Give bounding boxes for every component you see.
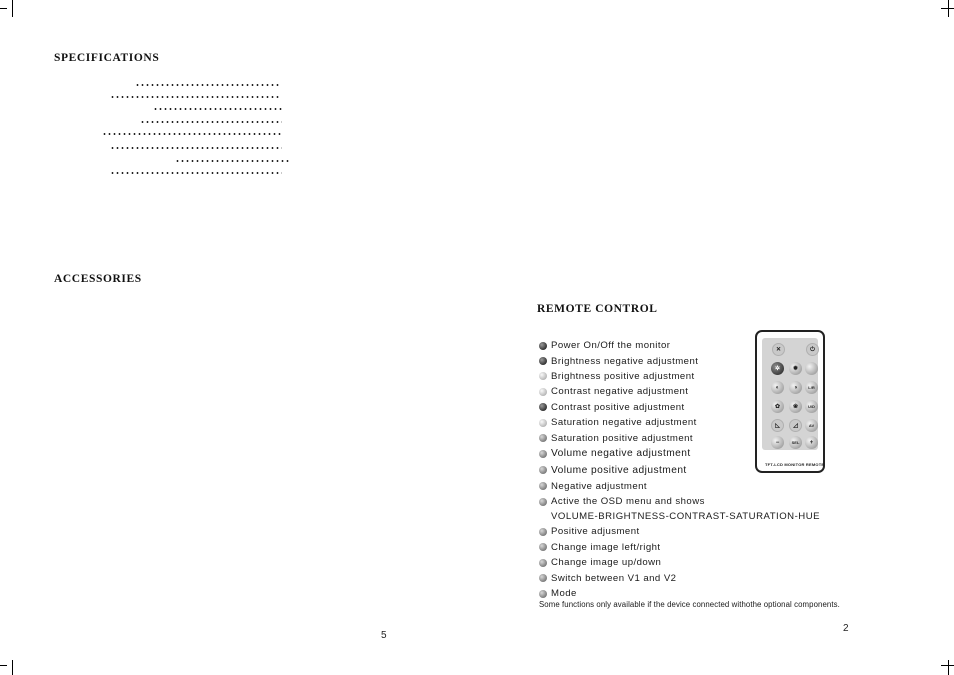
function-label: Active the OSD menu and shows [551, 496, 705, 508]
spec-leader-dots [175, 160, 290, 162]
function-label: Power On/Off the monitor [551, 340, 671, 352]
function-label: Brightness positive adjustment [551, 370, 695, 382]
page-number-right: 2 [843, 623, 849, 634]
list-item [539, 479, 749, 494]
saturation-up-icon [539, 434, 547, 442]
list-item [539, 586, 749, 601]
plus-icon [539, 528, 547, 536]
ud-icon [539, 559, 547, 567]
brightness-up-icon [539, 372, 547, 380]
list-item [539, 446, 749, 462]
function-label: Negative adjustment [551, 480, 648, 492]
specifications-heading: SPECIFICATIONS [54, 52, 160, 64]
function-label: Contrast positive adjustment [551, 401, 685, 413]
lr-label: L/R [808, 384, 815, 390]
function-label: Change image up/down [551, 557, 662, 569]
list-item [539, 494, 749, 509]
function-label: Mode [551, 588, 577, 600]
contrast-up-icon: ◑ [789, 381, 802, 394]
list-item [539, 400, 749, 415]
list-item [539, 524, 749, 539]
function-label: Saturation negative adjustment [551, 417, 697, 429]
spec-leader-dots [110, 96, 280, 98]
remote-keypad [762, 338, 818, 450]
crop-mark [0, 8, 7, 9]
crop-mark [941, 8, 954, 9]
mode-icon [805, 362, 818, 375]
function-label: Contrast negative adjustment [551, 386, 689, 398]
mode-icon [539, 590, 547, 598]
av-label: AV [808, 422, 815, 428]
saturation-down-icon: ✿ [771, 400, 784, 413]
function-label: Volume negative adjustment [551, 448, 691, 460]
remote-control-illustration [755, 330, 825, 473]
ud-icon [805, 400, 818, 413]
av-icon [805, 419, 818, 432]
contrast-up-icon [539, 403, 547, 411]
plus-icon: + [805, 436, 818, 449]
crop-mark [12, 660, 13, 675]
footnote: Some functions only available if the device connected withothe optional components. [539, 600, 840, 609]
volume-up-icon [539, 466, 547, 474]
spec-leader-dots [110, 172, 282, 174]
sel-icon [539, 498, 547, 506]
power-icon: ⏻ [806, 343, 819, 356]
list-item [539, 540, 749, 555]
spec-leader-dots [153, 108, 283, 110]
brightness-down-icon [539, 357, 547, 365]
sel-icon [789, 436, 802, 449]
crop-mark [941, 665, 954, 666]
crop-mark [12, 0, 13, 17]
sel-label: SEL [791, 439, 800, 445]
function-label: Brightness negative adjustment [551, 355, 699, 367]
power-icon [539, 342, 547, 350]
lr-icon [805, 381, 818, 394]
accessories-heading: ACCESSORIES [54, 273, 142, 285]
list-item [539, 462, 749, 478]
remote-label: TFT-LCD MONITOR REMOTE [765, 462, 825, 467]
contrast-down-icon [539, 388, 547, 396]
minus-icon [539, 482, 547, 490]
minus-icon: − [771, 436, 784, 449]
contrast-down-icon: ◐ [771, 381, 784, 394]
mute-icon: ✕ [772, 343, 785, 356]
function-label: Saturation positive adjustment [551, 432, 694, 444]
saturation-up-icon: ❀ [789, 400, 802, 413]
list-item [539, 369, 749, 384]
ud-label: U/D [808, 403, 815, 409]
av-icon [539, 574, 547, 582]
function-label: Positive adjusment [551, 526, 640, 538]
volume-up-icon: ◿ [789, 419, 802, 432]
brightness-down-icon: ✲ [771, 362, 784, 375]
spec-leader-dots [102, 133, 282, 135]
list-item [539, 415, 749, 430]
osd-sequence-text: VOLUME-BRIGHTNESS-CONTRAST-SATURATION-HUE [551, 511, 821, 523]
list-item [539, 570, 749, 585]
page-number-left: 5 [381, 630, 387, 641]
function-label: Volume positive adjustment [551, 464, 687, 476]
list-item [539, 338, 749, 353]
spec-leader-dots [140, 121, 282, 123]
function-label: Change image left/right [551, 541, 661, 553]
list-item [539, 384, 749, 399]
spec-leader-dots [135, 84, 280, 86]
volume-down-icon [539, 450, 547, 458]
lr-icon [539, 543, 547, 551]
spec-leader-dots [110, 147, 282, 149]
list-item [539, 555, 749, 570]
crop-mark [0, 665, 7, 666]
saturation-down-icon [539, 419, 547, 427]
crop-mark [948, 660, 949, 675]
list-item [539, 353, 749, 368]
brightness-up-icon: ✹ [789, 362, 802, 375]
volume-down-icon: ◺ [771, 419, 784, 432]
remote-control-heading: REMOTE CONTROL [537, 303, 658, 315]
list-item [539, 430, 749, 445]
function-label: Switch between V1 and V2 [551, 572, 677, 584]
